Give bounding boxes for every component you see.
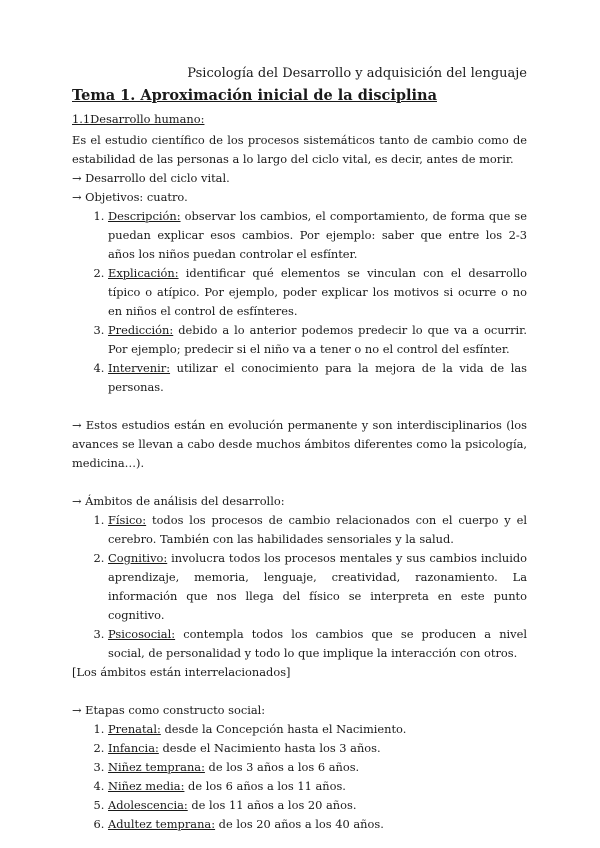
list-item [108, 720, 527, 739]
list-item-text: desde el Nacimiento hasta los 3 años. [158, 741, 381, 755]
list-item-text: involucra todos los procesos mentales y sus cambios incluido aprendizaje, memoria, lenguaje, creatividad, razonamiento. La información que nos llega del físico se interpreta en este punto cognitivo. [108, 551, 527, 622]
list-item-text: de los 11 años a los 20 años. [187, 798, 357, 812]
list-item-text: identificar qué elementos se vinculan con el desarrollo típico o atípico. Por ejemplo, poder explicar los motivos si ocurre o no en niños el control de esfínteres. [108, 266, 527, 318]
list-item [108, 207, 527, 264]
list-item [108, 511, 527, 549]
list-item [108, 739, 527, 758]
list-item-text: todos los procesos de cambio relacionados con el cuerpo y el cerebro. También con las habilidades sensoriales y la salud. [108, 513, 527, 546]
ambitos-list [72, 511, 527, 663]
list-item-text: utilizar el conocimiento para la mejora de la vida de las personas. [108, 361, 527, 394]
list-item-term: Niñez media: [108, 779, 185, 793]
list-item [108, 758, 527, 777]
document-page [72, 66, 527, 834]
list-item [108, 321, 527, 359]
list-item [108, 777, 527, 796]
list-item [108, 549, 527, 625]
etapas-list [72, 720, 527, 834]
ambitos-note: [Los ámbitos están interrelacionados] [72, 665, 291, 679]
section-subtitle: 1.1Desarrollo humano: [72, 112, 205, 126]
objetivos-line: → Objetivos: cuatro. [72, 190, 188, 204]
objectives-list [72, 207, 527, 397]
page-title: Tema 1. Aproximación inicial de la disciplina [72, 87, 437, 104]
list-item-term: Físico: [108, 513, 147, 527]
list-item-term: Prenatal: [108, 722, 161, 736]
list-item [108, 796, 527, 815]
document-header: Psicología del Desarrollo y adquisición del lenguaje [187, 66, 527, 81]
list-item [108, 625, 527, 663]
list-item-term: Psicosocial: [108, 627, 176, 641]
list-item-text: observar los cambios, el comportamiento, de forma que se puedan explicar esos cambios. Por ejemplo: saber que entre los 2-3 años los niños puedan controlar el esfínter. [108, 209, 527, 261]
list-item-term: Explicación: [108, 266, 179, 280]
list-item-term: Adolescencia: [108, 798, 188, 812]
list-item-term: Adultez temprana: [108, 817, 216, 831]
list-item-text: de los 6 años a los 11 años. [184, 779, 346, 793]
studies-note: → Estos estudios están en evolución permanente y son interdisciplinarios (los avances se llevan a cabo desde muchos ámbitos diferentes como la psicología, medicina…). [72, 418, 527, 470]
list-item-text: desde la Concepción hasta el Nacimiento. [160, 722, 407, 736]
definition-paragraph: Es el estudio científico de los procesos sistemáticos tanto de cambio como de estabilidad de las personas a lo largo del ciclo vital, es decir, antes de morir. [72, 133, 527, 166]
list-item [108, 359, 527, 397]
list-item-text: de los 20 años a los 40 años. [215, 817, 384, 831]
ambitos-heading: → Ámbitos de análisis del desarrollo: [72, 494, 285, 508]
list-item-text: debido a lo anterior podemos predecir lo que va a ocurrir. Por ejemplo; predecir si el niño va a tener o no el control del esfínter. [108, 323, 527, 356]
ciclo-vital-line: → Desarrollo del ciclo vital. [72, 171, 230, 185]
list-item-term: Infancia: [108, 741, 159, 755]
list-item-term: Predicción: [108, 323, 174, 337]
list-item [108, 264, 527, 321]
list-item-term: Descripción: [108, 209, 181, 223]
list-item-term: Niñez temprana: [108, 760, 205, 774]
etapas-heading: → Etapas como constructo social: [72, 703, 266, 717]
list-item-text: de los 3 años a los 6 años. [204, 760, 360, 774]
list-item [108, 815, 527, 834]
list-item-term: Cognitivo: [108, 551, 168, 565]
list-item-text: contempla todos los cambios que se producen a nivel social, de personalidad y todo lo que implique la interacción con otros. [108, 627, 527, 660]
list-item-term: Intervenir: [108, 361, 171, 375]
